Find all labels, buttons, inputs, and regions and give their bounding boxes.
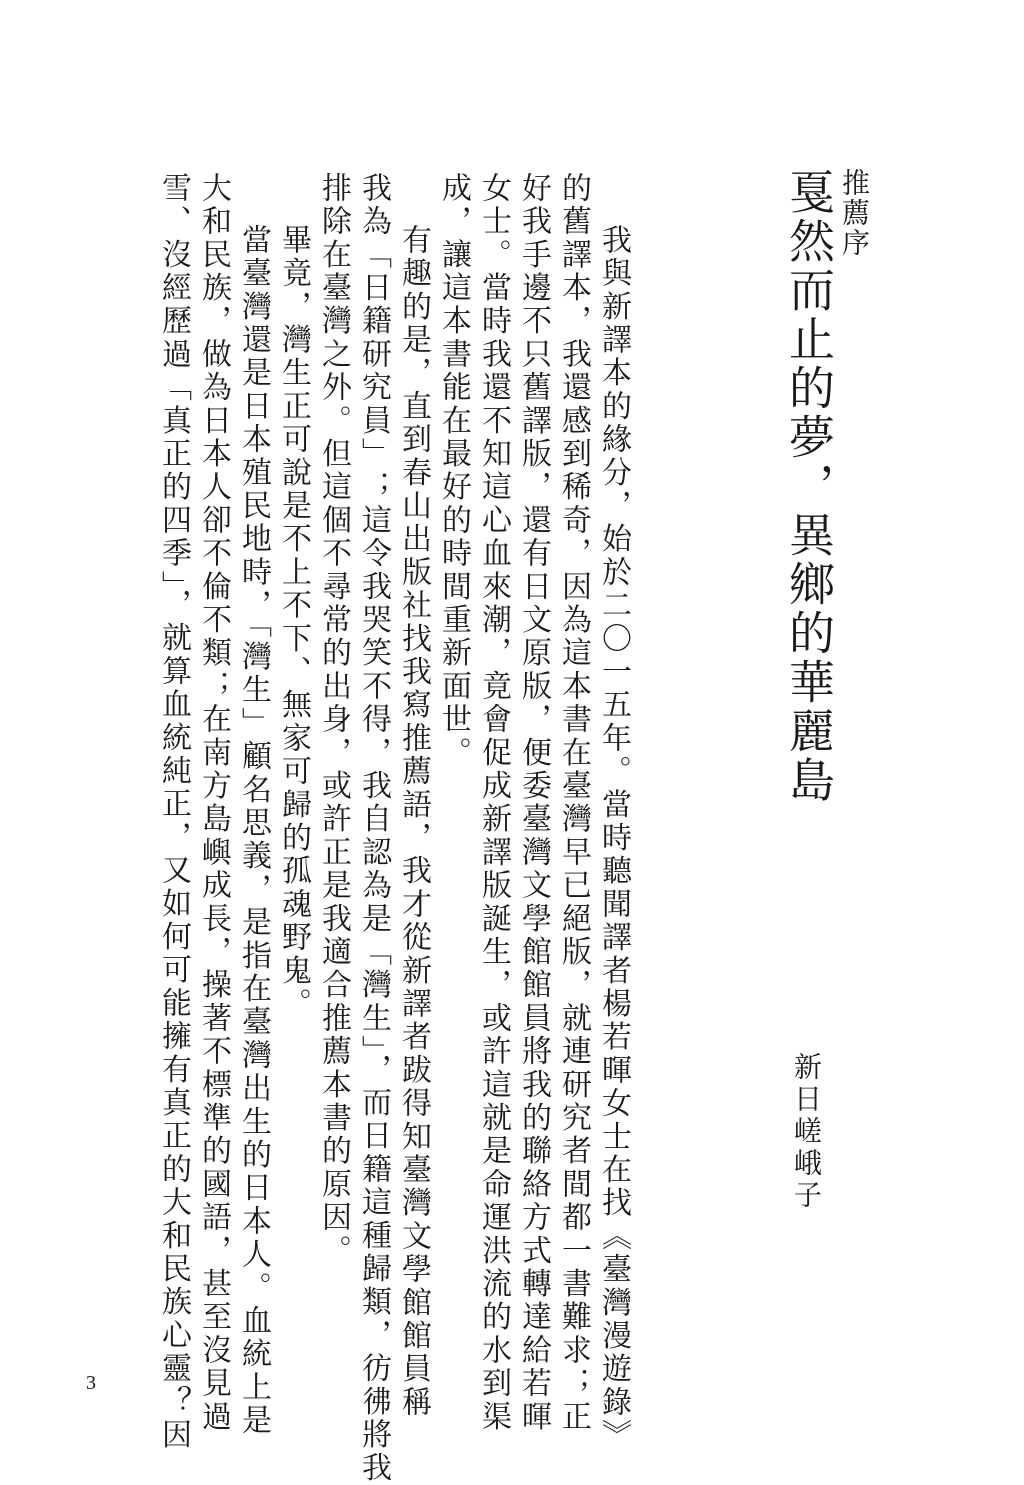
body-line: 女士。當時我還不知這心血來潮，竟會促成新譯版誕生，或許這就是命運洪流的水到渠 [476, 172, 511, 1434]
body-line: 好我手邊不只舊譯版，還有日文原版，便委臺灣文學館館員將我的聯絡方式轉達給若暉 [516, 172, 551, 1434]
chapter-title: 戛然而止的夢，異鄉的華麗島 [782, 168, 836, 805]
body-line: 的舊譯本，我還感到稀奇，因為這本書在臺灣早已絕版，就連研究者間都一書難求；正 [556, 172, 591, 1434]
body-line: 雪、沒經歷過「真正的四季」，就算血統純正，又如何可能擁有真正的大和民族心靈？因 [156, 172, 191, 1452]
body-line: 有趣的是，直到春山出版社找我寫推薦語，我才從新譯者跋得知臺灣文學館館員稱 [396, 224, 431, 1420]
body-line: 畢竟，灣生正可說是不上不下、無家可歸的孤魂野鬼。 [276, 224, 311, 1021]
body-line: 當臺灣還是日本殖民地時，「灣生」顧名思義，是指在臺灣出生的日本人。血統上是 [236, 224, 271, 1438]
section-label: 推薦序 [838, 168, 871, 258]
body-line: 成，讓這本書能在最好的時間重新面世。 [436, 172, 471, 770]
author-name: 新日嵯峨子 [790, 1052, 823, 1212]
body-line: 我與新譯本的緣分，始於二〇一五年。當時聽聞譯者楊若暉女士在找《臺灣漫遊錄》 [596, 224, 631, 1453]
body-line: 排除在臺灣之外。但這個不尋常的出身，或許正是我適合推薦本書的原因。 [316, 172, 351, 1268]
body-line: 大和民族，做為日本人卻不倫不類；在南方島嶼成長，操著不標準的國語，甚至沒見過 [196, 172, 231, 1434]
body-line: 我為「日籍研究員」；這令我哭笑不得，我自認為是「灣生」，而日籍這種歸類，彷彿將我 [356, 172, 391, 1485]
page-number: 3 [86, 1372, 96, 1394]
